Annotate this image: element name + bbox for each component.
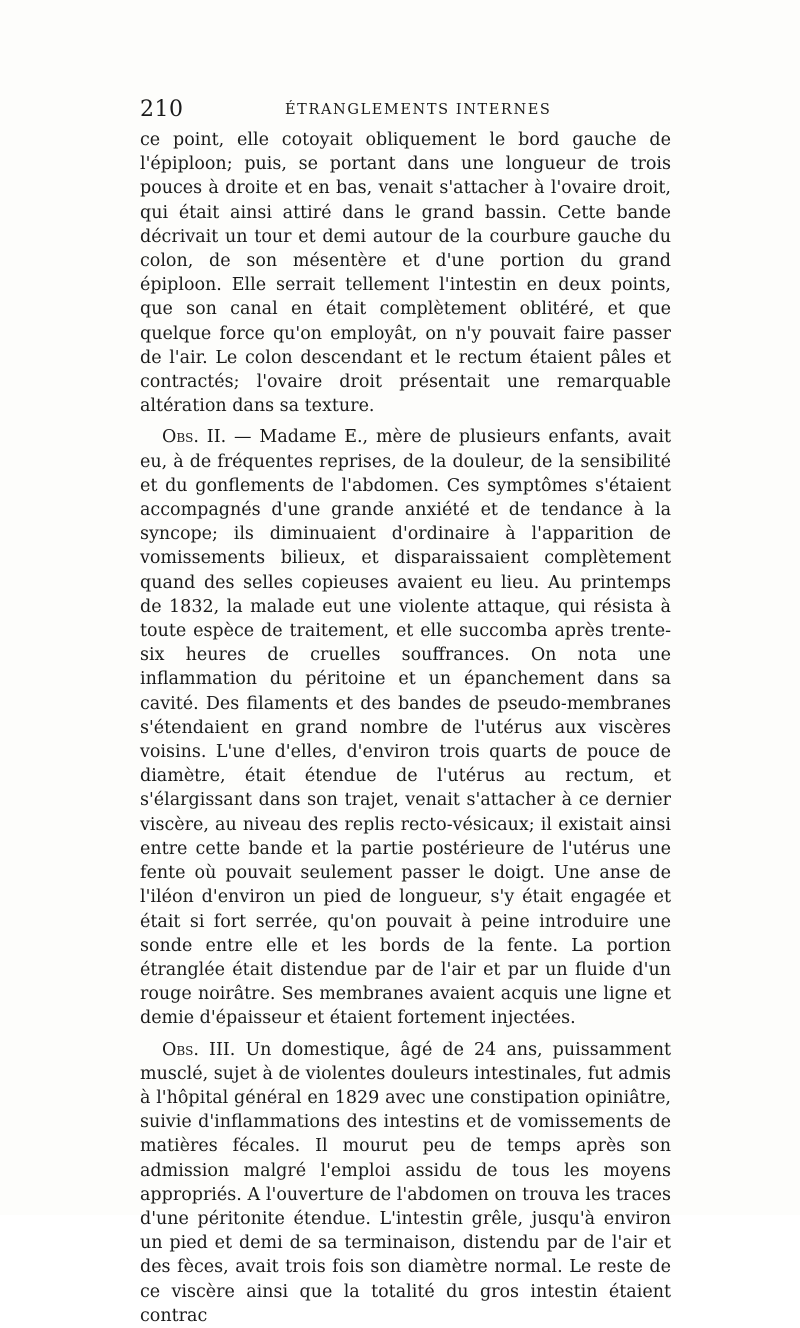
paragraph-observation-2 bbox=[140, 425, 671, 1030]
paragraph-continuation bbox=[140, 128, 671, 418]
body-text bbox=[140, 128, 671, 1326]
paragraph-text: Madame E., mère de plusieurs enfants, avait eu, à de fréquentes reprises, de la douleur, de la sensibilité et du gonflements de l'abdomen. Ces symptômes s'étaient accompagnés d'une grande anxiété et de tendance à la syncope; ils diminuaient d'ordinaire à l'apparition de vomissements bilieux, et disparaissaient complètement quand des selles copieuses avaient eu lieu. Au printemps de 1832, la malade eut une violente attaque, qui résista à toute espèce de traitement, et elle succomba après trente-six heures de cruelles souffrances. On nota une inflammation du péritoine et un épanchement dans sa cavité. Des filaments et des bandes de pseudo-membranes s'étendaient en grand nombre de l'utérus aux viscères voisins. L'une d'elles, d'environ trois quarts de pouce de diamètre, était étendue de l'utérus au rectum, et s'élargissant dans son trajet, venait s'attacher à ce dernier viscère, au niveau des replis recto-vésicaux; il existait ainsi entre cette bande et la partie postérieure de l'utérus une fente où pouvait seulement passer le doigt. Une anse de l'iléon d'environ un pied de longueur, s'y était engagée et était si fort serrée, qu'on pouvait à peine introduire une sonde entre elle et les bords de la fente. La portion étranglée était distendue par de l'air et par un fluide d'un rouge noirâtre. Ses membranes avaient acquis une ligne et demie d'épaisseur et étaient fortement injectées. bbox=[140, 427, 671, 1029]
observation-label: Obs. II. — bbox=[162, 427, 252, 448]
running-title: ÉTRANGLEMENTS INTERNES bbox=[285, 102, 552, 118]
paragraph-text: Un domestique, âgé de 24 ans, puissamment musclé, sujet à de violentes douleurs intestinales, fut admis à l'hôpital général en 1829 avec une constipation opiniâtre, suivie d'inflammations des intestins et de vomissements de matières fécales. Il mourut peu de temps après son admission malgré l'emploi assidu de tous les moyens appropriés. A l'ouverture de l'abdomen on trouva les traces d'une péritonite étendue. L'intestin grêle, jusqu'à environ un pied et demi de sa terminaison, distendu par de l'air et des fèces, avait trois fois son diamètre normal. Le reste de ce viscère ainsi que la totalité du gros intestin étaient contrac bbox=[140, 1039, 671, 1326]
page-number: 210 bbox=[140, 97, 184, 122]
observation-label: Obs. III. bbox=[162, 1039, 236, 1060]
paragraph-text: ce point, elle cotoyait obliquement le bord gauche de l'épiploon; puis, se portant dans une longueur de trois pouces à droite et en bas, venait s'attacher à l'ovaire droit, qui était ainsi attiré dans le grand bassin. Cette bande décrivait un tour et demi autour de la courbure gauche du colon, de son mésentère et d'une portion du grand épiploon. Elle serrait tellement l'intestin en deux points, que son canal en était complètement oblitéré, et que quelque force qu'on employât, on n'y pouvait faire passer de l'air. Le colon descendant et le rectum étaient pâles et contractés; l'ovaire droit présentait une remarquable altération dans sa texture. bbox=[140, 130, 671, 417]
paragraph-observation-3 bbox=[140, 1038, 671, 1328]
page-header bbox=[140, 97, 670, 125]
